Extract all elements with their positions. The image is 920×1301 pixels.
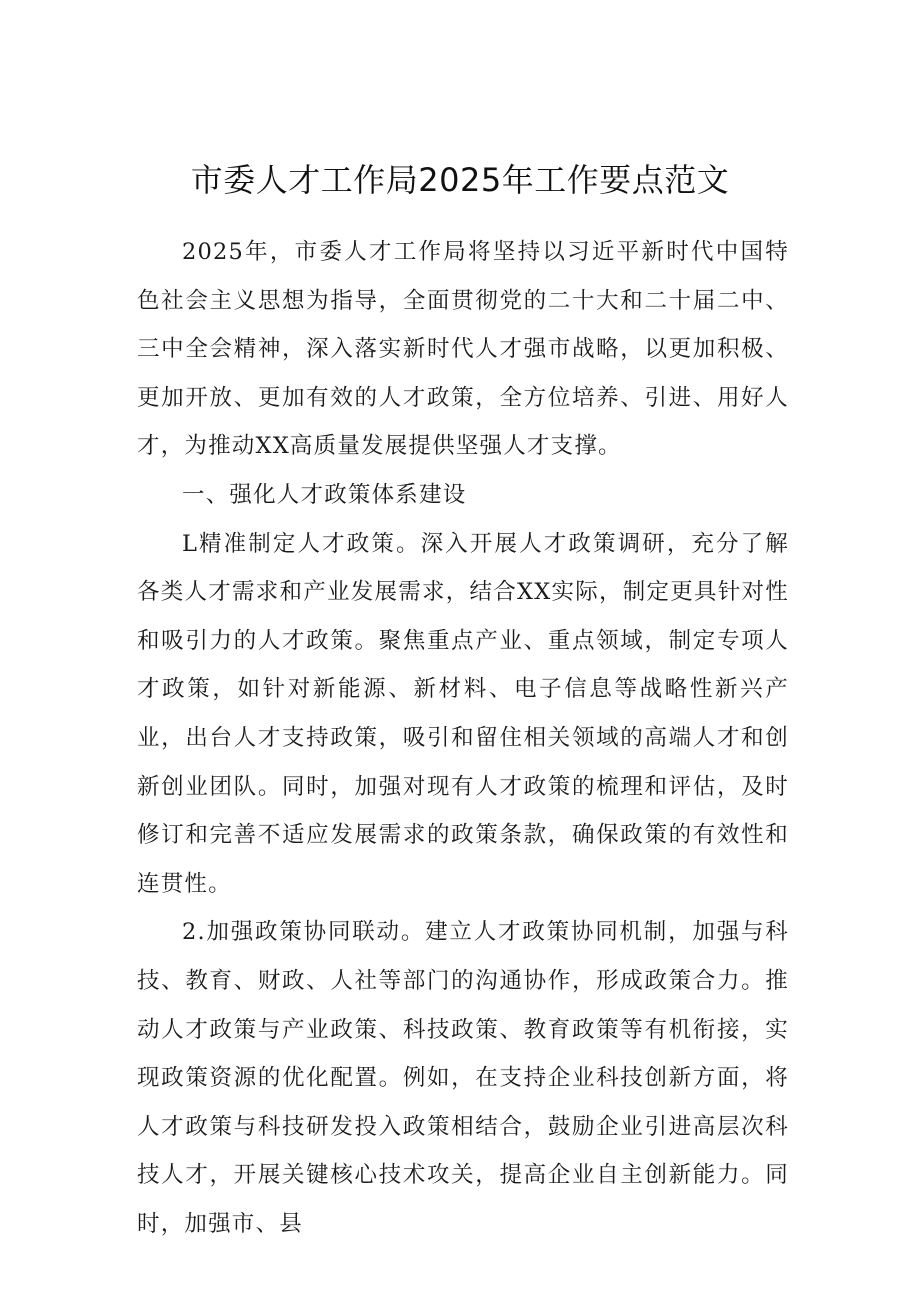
policy-item-1: L精准制定人才政策。深入开展人才政策调研，充分了解各类人才需求和产业发展需求，结合XX实际，制定更具针对性和吸引力的人才政策。聚焦重点产业、重点领域，制定专项人才政策，如针对新能源、新材料、电子信息等战略性新兴产业，出台人才支持政策，吸引和留住相关领域的高端人才和创新创业团队。同时，加强对现有人才政策的梳理和评估，及时修订和完善不适应发展需求的政策条款，确保政策的有效性和连贯性。 [137, 530, 789, 897]
section-heading-1: 一、强化人才政策体系建设 [182, 481, 467, 508]
intro-paragraph: 2025年，市委人才工作局将坚持以习近平新时代中国特色社会主义思想为指导，全面贯彻党的二十大和二十届二中、三中全会精神，深入落实新时代人才强市战略，以更加积极、更加开放、更加有效的人才政策，全方位培养、引进、用好人才，为推动XX高质量发展提供坚强人才支撑。 [137, 239, 789, 460]
document-title: 市委人才工作局2025年工作要点范文 [190, 161, 730, 199]
document-body [137, 228, 789, 1248]
policy-item-2: 2.加强政策协同联动。建立人才政策协同机制，加强与科技、教育、财政、人社等部门的沟通协作，形成政策合力。推动人才政策与产业政策、科技政策、教育政策等有机衔接，实现政策资源的优化配置。例如，在支持企业科技创新方面，将人才政策与科技研发投入政策相结合，鼓励企业引进高层次科技人才，开展关键核心技术攻关，提高企业自主创新能力。同时，加强市、县 [137, 919, 789, 1237]
